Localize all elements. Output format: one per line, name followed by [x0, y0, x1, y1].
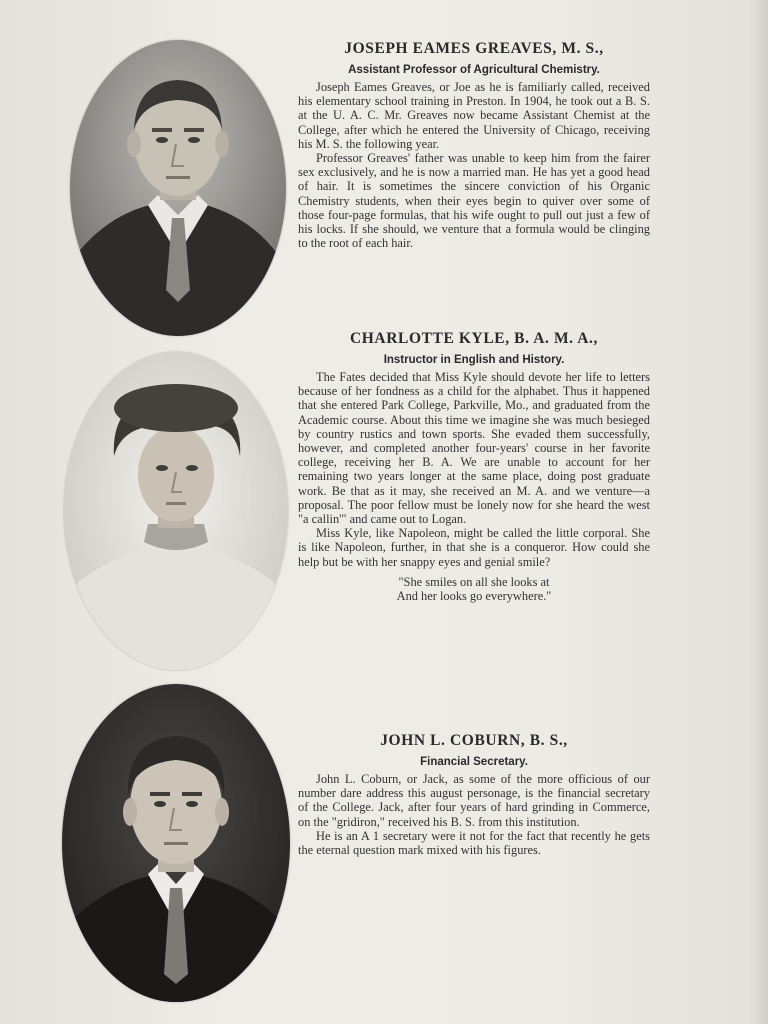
portrait-coburn: [62, 684, 290, 1002]
quote-line: And her looks go everywhere.": [396, 589, 552, 604]
entry-greaves: [298, 40, 650, 250]
entry-paragraph: He is an A 1 secretary were it not for the fact that recently he gets the eternal question mark mixed with his figures.: [298, 828, 650, 858]
entry-paragraph: The Fates decided that Miss Kyle should devote her life to letters because of her fondness as a child for the alphabet. Thus it happened that she entered Park College, Parkville, Mo., and graduated from the Academic course. About this time we imagine she was much besieged by country rustics and town sports. She evaded them successfully, however, and completed another four-years' course in her favorite college, receiving her B. A. We are unable to account for her remaining two years longer at the same place, doing post graduate work. Be that as it may, she received an M. A. and we venture—a proposal. The poor fellow must be lonely now for she heard the west "a callin'" and came out to Logan.: [298, 370, 650, 527]
entry-coburn: [298, 732, 650, 857]
portrait-kyle: [64, 352, 288, 670]
entry-paragraph: Professor Greaves' father was unable to keep him from the fairer sex exclusively, and he is now a married man. He has yet a good head of hair. It is sometimes the sincere conviction of his Organic Chemistry students, when their eyes begin to quiver over some of those four-page formulas, that his wife ought to pull out just a few of his locks. If she should, we venture that a formula would be clinging to the root of each hair.: [298, 151, 650, 251]
page-edge-shadow: [750, 0, 768, 1024]
entry-title: Financial Secretary.: [420, 756, 528, 768]
quote-line: "She smiles on all she looks at: [398, 574, 550, 589]
entry-quote: [298, 575, 650, 604]
entry-paragraph: John L. Coburn, or Jack, as some of the more officious of our number dare address this august personage, is the financial secretary of the College. Jack, after four years of hard grinding in Commerce, on the "gridiron," received his B. S. from this institution.: [298, 772, 650, 829]
entry-name: JOHN L. COBURN, B. S.,: [380, 732, 568, 749]
entry-name: JOSEPH EAMES GREAVES, M. S.,: [344, 40, 604, 57]
entry-kyle: [298, 330, 650, 604]
entry-paragraph: Miss Kyle, like Napoleon, might be called the little corporal. She is like Napoleon, further, in that she is a conqueror. How could she help but be with her snappy eyes and genial smile?: [298, 526, 650, 569]
entry-title: Instructor in English and History.: [383, 354, 565, 366]
entry-name: CHARLOTTE KYLE, B. A. M. A.,: [349, 330, 599, 347]
entry-title: Assistant Professor of Agricultural Chemistry.: [348, 64, 600, 76]
entry-paragraph: Joseph Eames Greaves, or Joe as he is familiarly called, received his elementary school training in Preston. In 1904, he took out a B. S. at the U. A. C. Mr. Greaves now became Assistant Chemist at the College, after which he entered the University of Chicago, receiving his M. S. the following year.: [298, 80, 650, 151]
portrait-greaves: [70, 40, 286, 336]
